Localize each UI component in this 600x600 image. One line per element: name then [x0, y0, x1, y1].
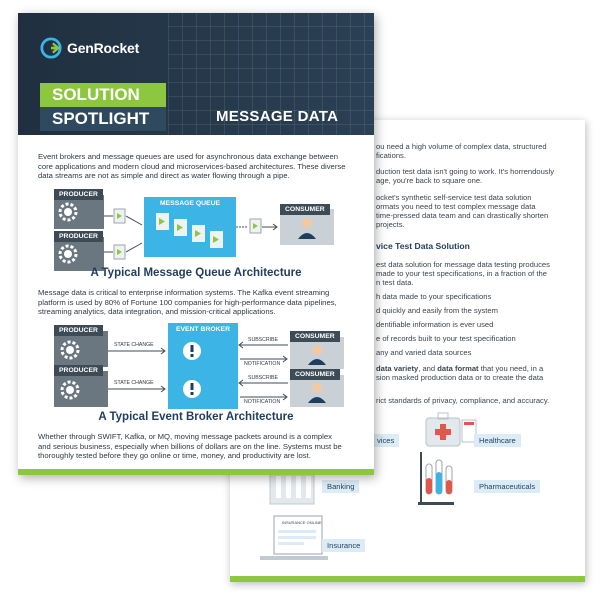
alert-icon [183, 380, 201, 398]
producer-label: PRODUCER [54, 325, 103, 336]
notification-label: NOTIFICATION [244, 361, 281, 367]
producer-label: PRODUCER [54, 231, 103, 242]
text-fragment: that you need, in a [478, 364, 544, 373]
event-broker-label: EVENT BROKER [175, 326, 230, 333]
page-title: MESSAGE DATA [216, 108, 339, 125]
producer-label: PRODUCER [54, 189, 103, 200]
state-change-label: STATE CHANGE [114, 380, 154, 386]
bottom-accent-bar [230, 576, 585, 582]
back-text-line: duction test data isn't going to work. It's horrendously [376, 167, 555, 176]
back-heading: vice Test Data Solution [376, 241, 470, 251]
solution-label: SOLUTION [40, 83, 166, 107]
back-text-line: made to your test specifications, in a fraction of the [376, 269, 547, 278]
spotlight-label: SPOTLIGHT [40, 107, 166, 131]
back-text-line: time-pressed data team and can drastically shorten [376, 211, 549, 220]
notification-label: NOTIFICATION [244, 399, 281, 405]
bottom-accent-bar [18, 469, 374, 475]
back-text-line: ou need a high volume of complex data, structured [376, 142, 547, 151]
form-title: INSURANCE ONLINE [282, 520, 322, 525]
bold-term: data variety [376, 364, 419, 373]
event-broker-box [168, 323, 238, 409]
back-text-line: ocket's synthetic self-service test data solution [376, 193, 532, 202]
bullet-item: any and varied data sources [376, 348, 472, 357]
back-text-line: sion masked production data or to create the data [376, 373, 544, 382]
body-line: streaming analytics, data integration, and mission-critical applications. [38, 307, 276, 317]
back-text-line: ormats you need to test complex message data [376, 202, 536, 211]
logo-text: GenRocket [67, 40, 140, 56]
industry-label-insurance: Insurance [322, 539, 365, 552]
diagram-caption: A Typical Message Queue Architecture [90, 267, 302, 279]
industry-label-banking: Banking [322, 480, 359, 493]
state-change-label: STATE CHANGE [114, 342, 154, 348]
intro-line: Event brokers and message queues are used for asynchronous data exchange between [38, 152, 339, 161]
closing-line: and serious business, especially when billions of dollars are on the line. Systems must be [38, 441, 342, 451]
consumer-label: CONSUMER [280, 204, 330, 215]
closing-line: Whether through SWIFT, Kafka, or MQ, moving message packets around is a complex [38, 432, 332, 441]
back-text-line: age, you're back to square one. [376, 176, 483, 185]
lab-tubes-icon [418, 452, 454, 505]
back-text-line: rict standards of privacy, compliance, and accuracy. [376, 396, 550, 405]
bullet-item: h data made to your specifications [376, 292, 492, 301]
bullet-item: d quickly and easily from the system [376, 306, 498, 315]
alert-icon [183, 342, 201, 360]
subscribe-label: SUBSCRIBE [248, 375, 278, 381]
bold-term: data format [437, 364, 479, 373]
bullet-item: e of records built to your test specification [376, 334, 516, 343]
message-queue-label: MESSAGE QUEUE [159, 200, 221, 207]
back-text-line: est data solution for message data testing produces [376, 260, 550, 269]
back-text-line: n test data. [376, 278, 414, 287]
consumer-label: CONSUMER [290, 331, 340, 342]
diagram-caption: A Typical Event Broker Architecture [98, 411, 294, 423]
body-line: Message data is critical to enterprise information systems. The Kafka event streaming [38, 288, 330, 297]
event-broker-diagram [18, 13, 374, 475]
industry-label-services: vices [372, 434, 399, 447]
intro-line: data streams are not as simple and direct as water flowing through a pipe. [38, 171, 290, 181]
intro-line: core applications and modern cloud and microservices-based architectures. These diverse [38, 161, 346, 171]
medical-kit-icon [426, 413, 476, 446]
industry-label-pharmaceuticals: Pharmaceuticals [474, 480, 540, 493]
front-page [18, 13, 374, 475]
closing-line: thoroughly tested before they go online or time, money, and productivity are lost. [38, 451, 311, 461]
consumer-label: CONSUMER [290, 369, 340, 380]
industry-label-healthcare: Healthcare [474, 434, 521, 447]
producer-label: PRODUCER [54, 365, 103, 376]
subscribe-label: SUBSCRIBE [248, 337, 278, 343]
back-text-line: projects. [376, 220, 405, 229]
back-text-line: fications. [376, 151, 406, 160]
body-line: platform is used by 80% of Fortune 100 companies for high-performance data pipelines, [38, 297, 337, 307]
text-fragment: , and [418, 364, 438, 373]
bullet-item: dentifiable information is ever used [376, 320, 494, 329]
